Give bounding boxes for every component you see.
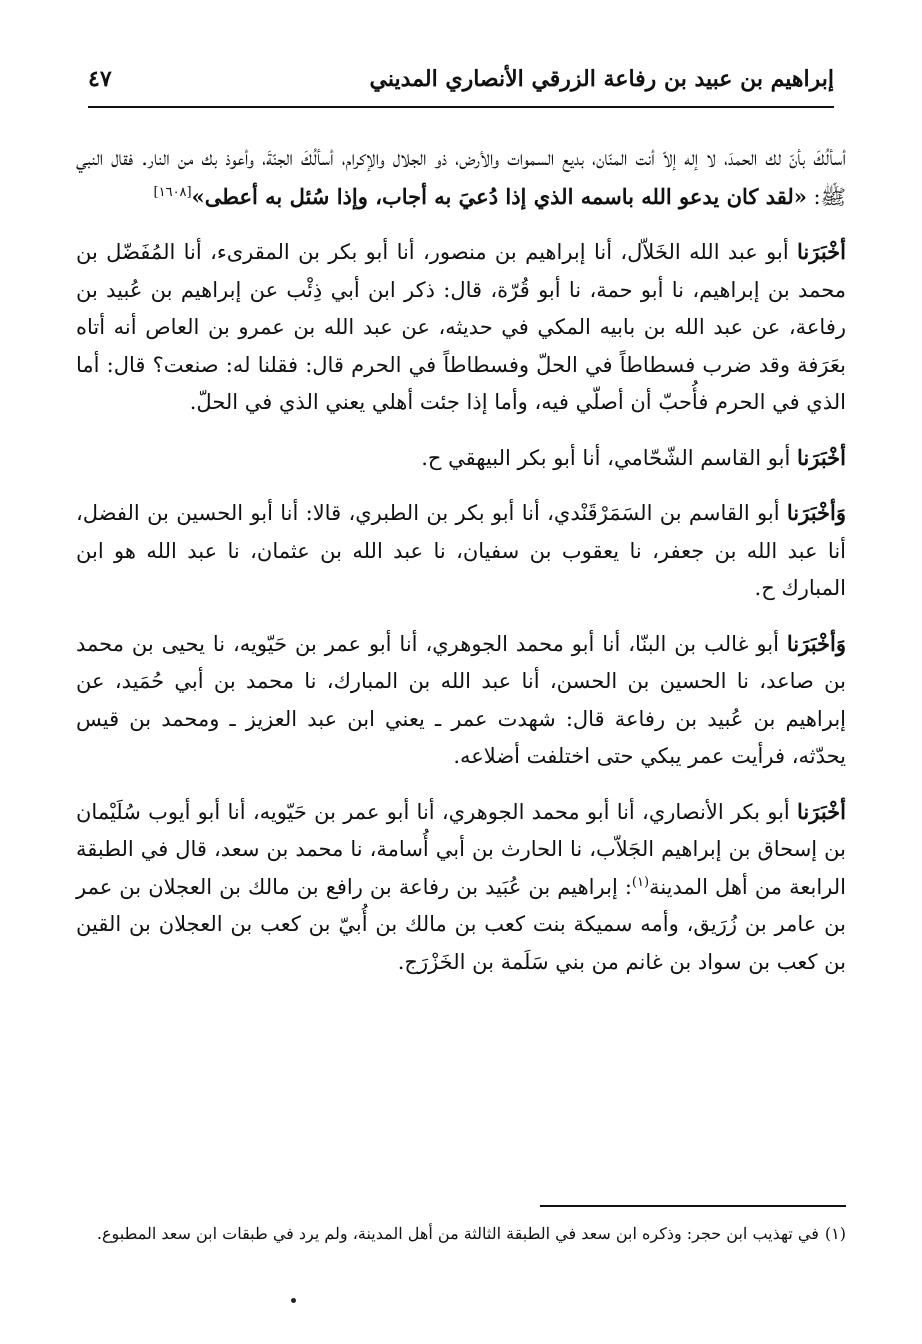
footnote-marker: (١) [824,1224,846,1243]
hadith-reference: [١٦٠٨] [153,184,192,200]
paragraph-text: أبو عبد الله الخَلاّل، أنا إبراهيم بن منصور، أنا أبو بكر بن المقرىء، أنا المُفَضّل بن محمد بن إبراهيم، نا أبو حمة، نا أبو قُرّة، قال: ذكر ابن أبي ذِئْب عن إبراهيم بن عُبيد بن رفاعة، عن عبد الله بن بابيه المكي في حديثه، عن عبد الله بن عمرو بن العاص أنه أتاه بعَرَفة وقد ضرب فسطاطاً في الحلّ وفسطاطاً في الحرم قال: فقلنا له: صنعت؟ قال: أما الذي في الحرم فأُحبّ أن أصلّي فيه، وأما إذا جئت أهلي يعني الذي في الحلّ. [76,240,846,414]
page-header [88,62,834,108]
paragraph-1 [76,140,846,216]
paragraph-text: أبو غالب بن البنّا، أنا أبو محمد الجوهري، أنا أبو عمر بن حَيّويه، نا يحيى بن محمد بن صاعد، نا الحسين بن الحسن، أنا عبد الله بن المبارك، نا محمد بن أبي حُمَيد، عن إبراهيم بن عُبيد بن رفاعة قال: شهدت عمر ـ يعني ابن عبد العزيز ـ ومحمد بن قيس يحدّثه، فرأيت عمر يبكي حتى اختلفت أضلاعه. [76,631,846,768]
paragraph-text-continued: : إبراهيم بن عُبَيد بن رفاعة بن رافع بن مالك بن العجلان بن عمر بن عامر بن زُرَيق، وأمه سميكة بنت كعب بن مالك بن أُبيّ بن كعب بن العجلان بن القين بن كعب بن سواد بن غانم من بني سَلَمة بن الخَزْرَج. [76,874,846,974]
page-number: ٤٧ [88,66,112,92]
paragraph-text: أبو القاسم الشّحّامي، أنا أبو بكر البيهقي ح. [421,445,798,470]
main-text [76,140,846,998]
paragraph-text: أبو بكر الأنصاري، أنا أبو محمد الجوهري، أنا أبو عمر بن حَيّويه، أنا أبو أيوب سُلَيْمان بن إسحاق بن إبراهيم الجَلاّب، نا الحارث بن أبي أُسامة، نا محمد بن سعد، قال في الطبقة الرابعة من أهل المدينة [76,799,846,899]
isnad-lead: أخْبَرَنا [797,444,846,470]
footnote-separator [540,1205,846,1207]
footnote-reference[interactable]: (١) [631,874,650,890]
paragraph-text: أسألُكَ بأنّ لك الحمدَ، لا إله إلاّ أنت المنّان، بديع السموات والأرض، ذو الجلال والإكرام، أسألُكَ الجنّةَ، وأعوذ بك من النار. فقال النبي ﷺ: [76,146,846,209]
paragraph-text: أبو القاسم بن السَمَرْقَنْدي، أنا أبو بكر بن الطبري، قالا: أنا أبو الحسين بن الفضل، أنا عبد الله بن جعفر، نا يعقوب بن سفيان، نا عبد الله بن عثمان، نا عبد الله هو ابن المبارك ح. [76,501,846,600]
running-title: إبراهيم بن عبيد بن رفاعة الزرقي الأنصاري المديني [369,66,834,92]
paragraph-4 [76,494,846,608]
paragraph-5 [76,625,846,776]
paragraph-6 [76,793,846,982]
ink-speck [291,1298,296,1303]
footnote-text: في تهذيب ابن حجر: وذكره ابن سعد في الطبقة الثالثة من أهل المدينة، ولم يرد في طبقات ابن سعد المطبوع. [96,1224,819,1243]
isnad-lead: أخْبَرَنا [797,798,846,824]
isnad-lead: وَأخْبَرَنا [786,630,846,656]
paragraph-3 [76,439,846,478]
paragraph-2 [76,233,846,422]
hadith-quote: «لقد كان يدعو الله باسمه الذي إذا دُعيَ به أجاب، وإذا سُئل به أعطى» [191,183,807,209]
isnad-lead: أخْبَرَنا [797,239,846,264]
footnote [88,1219,846,1249]
isnad-lead: وَأخْبَرَنا [786,500,846,525]
